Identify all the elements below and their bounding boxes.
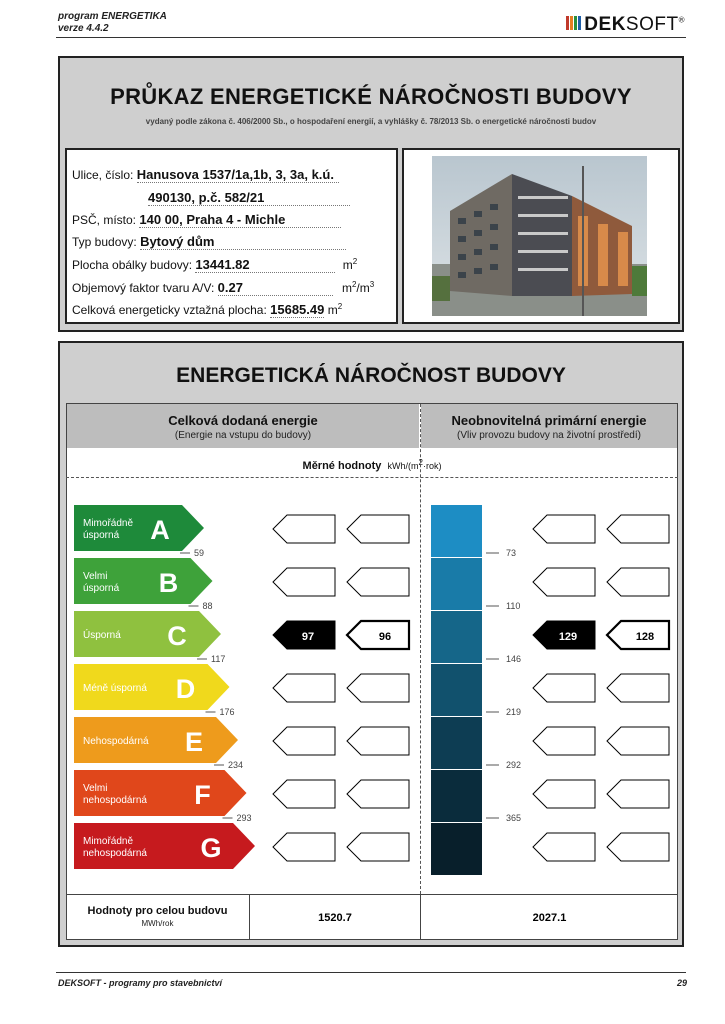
energy-title: ENERGETICKÁ NÁROČNOST BUDOVY	[176, 364, 566, 387]
class-letter-D: D	[175, 674, 196, 704]
primary-reference-marker-C-value: 128	[635, 631, 655, 643]
type-value: Bytový dům	[140, 234, 346, 250]
specific-values-label: Měrné hodnoty kWh/(m2·rok)	[302, 458, 442, 472]
delivered-threshold-2: 117	[211, 654, 226, 664]
primary-scale-segment-E	[431, 717, 482, 769]
area-label: Celková energeticky vztažná plocha:	[72, 303, 267, 317]
class-label-B-1: Velmi	[83, 571, 108, 582]
delivered-current-marker-E	[273, 727, 335, 755]
delivered-threshold-5: 293	[236, 813, 252, 823]
class-label-G-2: nehospodárná	[83, 848, 147, 859]
primary-reference-marker-A	[607, 515, 669, 543]
primary-threshold-5: 365	[506, 813, 522, 823]
primary-scale-segment-D	[431, 664, 482, 716]
class-label-G-1: Mimořádně	[83, 836, 134, 847]
primary-reference-marker-D	[607, 674, 669, 702]
delivered-reference-marker-D	[347, 674, 409, 702]
class-label-B-2: úsporná	[83, 583, 120, 594]
class-label-E: Nehospodárná	[83, 736, 149, 747]
primary-reference-marker-G	[607, 833, 669, 861]
primary-current-marker-F	[533, 780, 595, 808]
whole-building-label: Hodnoty pro celou budovu	[87, 905, 228, 917]
primary-current-marker-D	[533, 674, 595, 702]
class-label-A-1: Mimořádně	[83, 518, 134, 529]
delivered-current-marker-A	[273, 515, 335, 543]
class-letter-B: B	[158, 568, 179, 598]
primary-energy-title: Neobnovitelná primární energie	[451, 413, 647, 428]
delivered-energy-subtitle: (Energie na vstupu do budovy)	[174, 430, 312, 441]
whole-delivered-value: 1520.7	[318, 912, 352, 924]
footer-text: DEKSOFT - programy pro stavebnictví	[58, 978, 223, 988]
area-unit: $m^2$	[327, 302, 343, 317]
delivered-threshold-4: 234	[228, 760, 244, 770]
primary-energy-subtitle: (Vliv provozu budovy na životní prostředí)	[457, 430, 641, 441]
delivered-threshold-0: 59	[194, 548, 205, 558]
certificate-subtitle: vydaný podle zákona č. 406/2000 Sb., o hospodaření energií, a vyhlášky č. 78/2013 Sb. o energetické náročnosti budov	[145, 117, 597, 126]
primary-reference-marker-F	[607, 780, 669, 808]
certificate-title: PRŮKAZ ENERGETICKÉ NÁROČNOSTI BUDOVY	[110, 84, 632, 109]
street-value-2: 490130, p.č. 582/21	[148, 190, 350, 206]
shape-value: 0.27	[218, 280, 333, 296]
psc-value: 140 00, Praha 4 - Michle	[139, 212, 341, 228]
class-label-A-2: úsporná	[83, 530, 120, 541]
primary-threshold-4: 292	[506, 760, 522, 770]
shape-unit: $m^2/m^3$	[341, 280, 375, 295]
delivered-current-marker-F	[273, 780, 335, 808]
class-letter-A: A	[150, 515, 170, 545]
footer-divider	[56, 972, 686, 973]
delivered-current-marker-B	[273, 568, 335, 596]
primary-current-marker-G	[533, 833, 595, 861]
primary-current-marker-A	[533, 515, 595, 543]
logo-mark: ®	[678, 15, 685, 25]
class-letter-G: G	[200, 833, 222, 863]
psc-label: PSČ, místo:	[72, 213, 137, 227]
area-value: 15685.49	[270, 302, 325, 317]
class-letter-C: C	[167, 621, 187, 651]
primary-current-marker-C-value: 129	[558, 631, 578, 643]
envelope-unit: $m^2$	[342, 257, 358, 272]
class-label-C: Úsporná	[83, 630, 121, 641]
primary-reference-marker-E	[607, 727, 669, 755]
class-label-D: Méně úsporná	[83, 683, 147, 694]
whole-building-cell	[66, 905, 249, 928]
delivered-reference-marker-E	[347, 727, 409, 755]
class-label-F-1: Velmi	[83, 783, 108, 794]
logo-bold: DEK	[584, 14, 626, 36]
envelope-value: 13441.82	[195, 257, 335, 273]
primary-threshold-0: 73	[506, 548, 517, 558]
primary-scale-segment-A	[431, 505, 482, 557]
program-version: verze 4.4.2	[58, 23, 109, 34]
program-name: program ENERGETIKA	[58, 11, 167, 22]
page-number: 29	[676, 978, 687, 988]
delivered-current-marker-G	[273, 833, 335, 861]
class-label-F-2: nehospodárná	[83, 795, 147, 806]
primary-reference-marker-B	[607, 568, 669, 596]
primary-threshold-1: 110	[506, 601, 521, 611]
delivered-current-marker-D	[273, 674, 335, 702]
delivered-reference-marker-C-value: 96	[378, 631, 392, 643]
primary-scale-segment-C	[431, 611, 482, 663]
primary-threshold-3: 219	[506, 707, 522, 717]
delivered-reference-marker-F	[347, 780, 409, 808]
primary-threshold-2: 146	[506, 654, 522, 664]
delivered-energy-title: Celková dodaná energie	[168, 413, 318, 428]
primary-scale-segment-B	[431, 558, 482, 610]
delivered-reference-marker-G	[347, 833, 409, 861]
class-letter-E: E	[184, 727, 204, 757]
delivered-reference-marker-A	[347, 515, 409, 543]
delivered-reference-marker-B	[347, 568, 409, 596]
delivered-threshold-3: 176	[219, 707, 235, 717]
whole-primary-value: 2027.1	[532, 912, 567, 924]
primary-scale-segment-F	[431, 770, 482, 822]
primary-current-marker-E	[533, 727, 595, 755]
street-label: Ulice, číslo:	[72, 168, 134, 182]
shape-label: Objemový faktor tvaru A/V:	[72, 281, 215, 295]
delivered-current-marker-C-value: 97	[301, 631, 315, 643]
class-letter-F: F	[194, 780, 211, 810]
delivered-threshold-1: 88	[202, 601, 213, 611]
primary-scale-segment-G	[431, 823, 482, 875]
type-label: Typ budovy:	[72, 235, 137, 249]
logo-rest: SOFT	[625, 14, 679, 36]
street-value: Hanusova 1537/1a,1b, 3, 3a, k.ú.	[137, 167, 339, 183]
envelope-label: Plocha obálky budovy:	[72, 258, 193, 272]
primary-current-marker-B	[533, 568, 595, 596]
whole-building-unit: MWh/rok	[141, 919, 174, 928]
